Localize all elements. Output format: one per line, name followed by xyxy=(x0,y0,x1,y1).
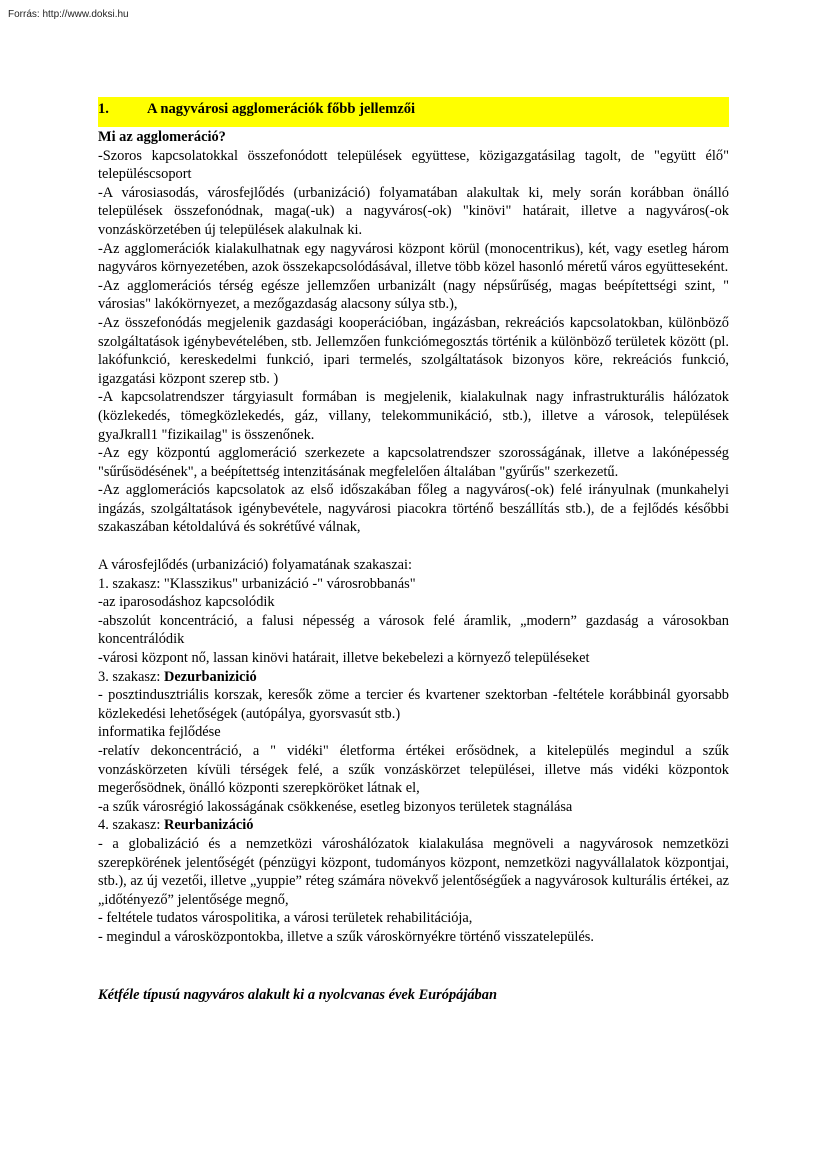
stage1-item: -az iparosodáshoz kapcsolódik xyxy=(98,594,275,611)
stage4-prefix: 4. szakasz: xyxy=(98,817,164,834)
section-title: A nagyvárosi agglomerációk főbb jellemzői xyxy=(147,101,416,117)
definition-paragraph: -Szoros kapcsolatokkal összefonódott települések együttese, közigazgatásilag tagolt, de "együtt élő" településcsoport xyxy=(98,147,729,183)
definition-paragraph: -A városiasodás, városfejlődés (urbanizáció) folyamatában alakultak ki, mely során korábban önálló települések összefonódnak, maga(-uk) a nagyváros(-ok) "kinövi" határait, illetve a nagyváros(-ok vonzáskörzetében új települések alakulnak ki. xyxy=(98,184,729,238)
section-number: 1. xyxy=(98,101,109,117)
spacer xyxy=(98,947,729,985)
definition-paragraph: -Az agglomerációk kialakulhatnak egy nagyvárosi központ körül (monocentrikus), két, vagy esetleg három nagyváros környezetében, azok összekapcsolódásával, illetve több közel hasonló méretű város együtteseként. xyxy=(98,240,729,276)
definition-paragraph: -Az agglomerációs térség egésze jellemzően urbanizált (nagy népsűrűség, magas beépítettségi szint, " városias" lakókörnyezet, a mezőgazdaság alacsony súlya stb.), xyxy=(98,277,729,313)
subtitle: Mi az agglomeráció? xyxy=(98,129,226,145)
stage3-prefix: 3. szakasz: xyxy=(98,668,164,685)
stage4-item: - a globalizáció és a nemzetközi városhálózatok kialakulása megnöveli a nagyvárosok nemzetközi szerepkörének jelentőségét (pénzügyi központ, tudományos központ, nemzetközi nagyvállalatok központjai, stb.), az új vezetői, illetve „yuppie” réteg számára növekvő jelentőségűek a nagyvárosok kulturális értékei, az „időtényező” jelentősége megnő, xyxy=(98,835,729,908)
stage3-item: - posztindusztriális korszak, keresők zöme a tercier és kvartener szektorban -feltétele korábbinál gyorsabb közlekedési lehetőségek (autópálya, gyorsvasút stb.) xyxy=(98,687,729,722)
document-body xyxy=(98,97,729,1004)
definition-paragraph: -A kapcsolatrendszer tárgyiasult formában is megjelenik, kialakulnak nagy infrastrukturális hálózatok (közlekedés, tömegközlekedés, gáz, villany, telekommunikáció, stb.), illetve a városok, települések gyaJkrall1 "fizikailag" is összenőnek. xyxy=(98,389,729,443)
stage3-item: informatika fejlődése xyxy=(98,724,221,741)
stage3-name: Dezurbanizició xyxy=(163,668,257,685)
source-url: Forrás: http://www.doksi.hu xyxy=(8,9,129,20)
stage4-title xyxy=(98,816,729,835)
stage4-name: Reurbanizáció xyxy=(163,817,254,834)
section-heading xyxy=(98,97,729,127)
stage1-title: 1. szakasz: "Klasszikus" urbanizáció -" városrobbanás" xyxy=(98,575,416,592)
stage1-item: -városi központ nő, lassan kinövi határait, illetve bekebelezi a környező településeket xyxy=(98,650,590,667)
stage4-item: - feltétele tudatos várospolitika, a városi területek rehabilitációja, xyxy=(98,910,473,927)
definition-paragraph: -Az egy központú agglomeráció szerkezete a kapcsolatrendszer szorosságának, illetve a lakónépesség "sűrűsödésének", a beépítettség intenzitásának megfelelően általában "gyűrűs" szerkezetű. xyxy=(98,445,729,480)
definition-paragraph: -Az agglomerációs kapcsolatok az első időszakában főleg a nagyváros(-ok) felé irányulnak (munkahelyi ingázás, szolgáltatások igénybevétele, nagyvárosi piacokra történő beszállítás stb.), de a fejlődés későbbi szakaszában kétoldalúvá és sokrétűvé válnak, xyxy=(98,482,729,536)
stage4-item: - megindul a városközpontokba, illetve a szűk városkörnyékre történő visszatelepülés. xyxy=(98,928,594,945)
definition-paragraph: -Az összefonódás megjelenik gazdasági kooperációban, ingázásban, rekreációs kapcsolatokban, különböző szolgáltatások igénybevételében, stb. Jellemzően funkciómegosztás történik a különböző területek között (pl. lakófunkció, kereskedelmi funkció, ipari termelés, szolgáltatások bizonyos köre, rekreációs funkció, igazgatási központ szerep stb. ) xyxy=(98,314,729,387)
spacer xyxy=(98,537,729,556)
stages-intro: A városfejlődés (urbanizáció) folyamatának szakaszai: xyxy=(98,557,413,574)
stage3-title xyxy=(98,668,729,687)
stage1-item: -abszolút koncentráció, a falusi népesség a városok felé áramlik, „modern” gazdaság a városokban koncentrálódik xyxy=(98,612,729,648)
stage3-item: -relatív dekoncentráció, a " vidéki" életforma értékei erősödnek, a kitelepülés megindul a szűk vonzáskörzeten kívüli térségek felé, a szűk vonzáskörzet települései, illetve más vidéki központok megerősödnek, önálló központi szerepköröket látnak el, xyxy=(98,743,729,797)
stage3-item: -a szűk városrégió lakosságának csökkenése, esetleg bizonyos területek stagnálása xyxy=(98,798,573,815)
closing-heading: Kétféle típusú nagyváros alakult ki a nyolcvanas évek Európájában xyxy=(98,986,497,1003)
